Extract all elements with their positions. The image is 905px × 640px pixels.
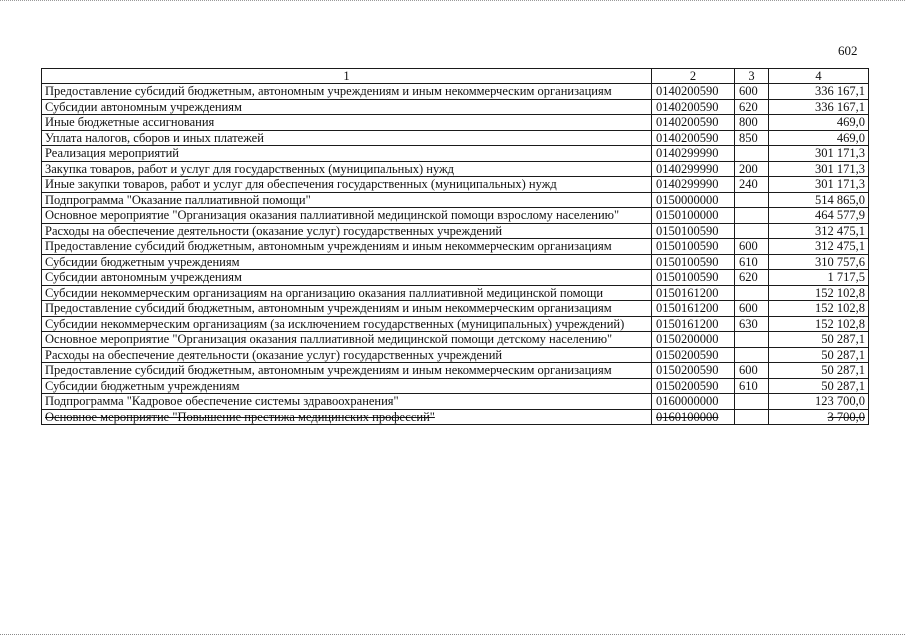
row-sum-cell: 152 102,8: [769, 301, 869, 317]
table-row: [42, 146, 869, 162]
row-sum-cell: 50 287,1: [769, 378, 869, 394]
row-sum-cell: 50 287,1: [769, 347, 869, 363]
row-code-cell: 0150100590: [652, 270, 735, 286]
page-number: 602: [838, 43, 858, 58]
row-code-cell: 0160100000: [652, 409, 735, 425]
row-name-cell: Расходы на обеспечение деятельности (оказание услуг) государственных учреждений: [42, 347, 652, 363]
row-sum-cell: 123 700,0: [769, 394, 869, 410]
header-row: [42, 69, 869, 84]
row-type-cell: 200: [735, 161, 769, 177]
row-name-cell: Предоставление субсидий бюджетным, автономным учреждениям и иным некоммерческим организациям: [42, 363, 652, 379]
row-sum-cell: 301 171,3: [769, 161, 869, 177]
row-sum-cell: 301 171,3: [769, 146, 869, 162]
header-col-code: 2: [652, 69, 735, 84]
row-sum-cell: 464 577,9: [769, 208, 869, 224]
row-code-cell: 0150200590: [652, 378, 735, 394]
row-type-cell: 600: [735, 239, 769, 255]
row-sum-cell: 301 171,3: [769, 177, 869, 193]
row-type-cell: [735, 285, 769, 301]
table-row: [42, 115, 869, 131]
row-code-cell: 0150200000: [652, 332, 735, 348]
row-name-cell: Предоставление субсидий бюджетным, автономным учреждениям и иным некоммерческим организациям: [42, 84, 652, 100]
row-sum-cell: 1 717,5: [769, 270, 869, 286]
row-name-cell: Подпрограмма "Кадровое обеспечение системы здравоохранения": [42, 394, 652, 410]
row-name-cell: Субсидии автономным учреждениям: [42, 99, 652, 115]
row-name-cell: Субсидии бюджетным учреждениям: [42, 378, 652, 394]
table-row: [42, 239, 869, 255]
row-name-cell: Субсидии некоммерческим организациям на организацию оказания паллиативной медицинской помощи: [42, 285, 652, 301]
row-code-cell: 0140200590: [652, 84, 735, 100]
row-sum-cell: 152 102,8: [769, 285, 869, 301]
row-type-cell: 620: [735, 99, 769, 115]
row-sum-cell: 514 865,0: [769, 192, 869, 208]
row-type-cell: [735, 192, 769, 208]
row-type-cell: 610: [735, 254, 769, 270]
row-type-cell: 850: [735, 130, 769, 146]
row-type-cell: [735, 146, 769, 162]
table-row: [42, 301, 869, 317]
table-row: [42, 84, 869, 100]
row-name-cell: Иные бюджетные ассигнования: [42, 115, 652, 131]
scan-edge-top: [0, 0, 905, 1]
row-name-cell: Основное мероприятие "Организация оказания паллиативной медицинской помощи взрослому населению": [42, 208, 652, 224]
row-name-cell: Предоставление субсидий бюджетным, автономным учреждениям и иным некоммерческим организациям: [42, 239, 652, 255]
row-sum-cell: 336 167,1: [769, 84, 869, 100]
row-sum-cell: 336 167,1: [769, 99, 869, 115]
row-code-cell: 0140299990: [652, 177, 735, 193]
row-name-cell: Субсидии некоммерческим организациям (за исключением государственных (муниципальных) учреждений): [42, 316, 652, 332]
table-row: [42, 99, 869, 115]
row-sum-cell: 469,0: [769, 130, 869, 146]
row-name-cell: Основное мероприятие "Организация оказания паллиативной медицинской помощи детскому населению": [42, 332, 652, 348]
table-row: [42, 363, 869, 379]
header-col-sum: 4: [769, 69, 869, 84]
table-row: [42, 394, 869, 410]
row-code-cell: 0140200590: [652, 130, 735, 146]
row-name-cell: Подпрограмма "Оказание паллиативной помощи": [42, 192, 652, 208]
table-row: [42, 285, 869, 301]
table-row: [42, 332, 869, 348]
row-code-cell: 0150100590: [652, 254, 735, 270]
header-col-name: 1: [42, 69, 652, 84]
table-row: [42, 378, 869, 394]
table-row: [42, 192, 869, 208]
table-row: [42, 270, 869, 286]
row-type-cell: 600: [735, 301, 769, 317]
row-type-cell: 600: [735, 363, 769, 379]
table-row: [42, 316, 869, 332]
scan-edge-bottom: [0, 634, 905, 635]
row-name-cell: Предоставление субсидий бюджетным, автономным учреждениям и иным некоммерческим организациям: [42, 301, 652, 317]
row-code-cell: 0150200590: [652, 347, 735, 363]
row-code-cell: 0140299990: [652, 146, 735, 162]
row-code-cell: 0150000000: [652, 192, 735, 208]
row-name-cell: Уплата налогов, сборов и иных платежей: [42, 130, 652, 146]
row-type-cell: [735, 347, 769, 363]
table-row: [42, 409, 869, 425]
table-row: [42, 208, 869, 224]
table-body: [42, 84, 869, 425]
row-name-cell: Закупка товаров, работ и услуг для государственных (муниципальных) нужд: [42, 161, 652, 177]
row-sum-cell: 50 287,1: [769, 363, 869, 379]
row-sum-cell: 312 475,1: [769, 223, 869, 239]
row-sum-cell: 469,0: [769, 115, 869, 131]
row-type-cell: 620: [735, 270, 769, 286]
budget-table: [41, 68, 869, 425]
row-name-cell: Реализация мероприятий: [42, 146, 652, 162]
row-type-cell: [735, 223, 769, 239]
row-type-cell: [735, 332, 769, 348]
row-code-cell: 0150100590: [652, 239, 735, 255]
row-type-cell: 610: [735, 378, 769, 394]
row-name-cell: Основное мероприятие "Повышение престижа медицинских профессий": [42, 409, 652, 425]
table-row: [42, 130, 869, 146]
row-sum-cell: 152 102,8: [769, 316, 869, 332]
row-type-cell: 600: [735, 84, 769, 100]
header-col-type: 3: [735, 69, 769, 84]
row-type-cell: [735, 409, 769, 425]
row-name-cell: Субсидии бюджетным учреждениям: [42, 254, 652, 270]
row-code-cell: 0150161200: [652, 301, 735, 317]
row-type-cell: [735, 208, 769, 224]
row-type-cell: [735, 394, 769, 410]
row-code-cell: 0140200590: [652, 99, 735, 115]
row-type-cell: 240: [735, 177, 769, 193]
row-code-cell: 0140299990: [652, 161, 735, 177]
row-code-cell: 0150100590: [652, 223, 735, 239]
row-code-cell: 0150161200: [652, 285, 735, 301]
row-code-cell: 0140200590: [652, 115, 735, 131]
table-row: [42, 254, 869, 270]
row-type-cell: 800: [735, 115, 769, 131]
row-name-cell: Субсидии автономным учреждениям: [42, 270, 652, 286]
table-row: [42, 347, 869, 363]
row-type-cell: 630: [735, 316, 769, 332]
row-code-cell: 0150200590: [652, 363, 735, 379]
row-code-cell: 0150100000: [652, 208, 735, 224]
row-name-cell: Иные закупки товаров, работ и услуг для обеспечения государственных (муниципальных) нужд: [42, 177, 652, 193]
row-name-cell: Расходы на обеспечение деятельности (оказание услуг) государственных учреждений: [42, 223, 652, 239]
row-code-cell: 0150161200: [652, 316, 735, 332]
row-code-cell: 0160000000: [652, 394, 735, 410]
table-row: [42, 161, 869, 177]
table-row: [42, 177, 869, 193]
row-sum-cell: 50 287,1: [769, 332, 869, 348]
row-sum-cell: 3 700,0: [769, 409, 869, 425]
table-row: [42, 223, 869, 239]
row-sum-cell: 312 475,1: [769, 239, 869, 255]
row-sum-cell: 310 757,6: [769, 254, 869, 270]
